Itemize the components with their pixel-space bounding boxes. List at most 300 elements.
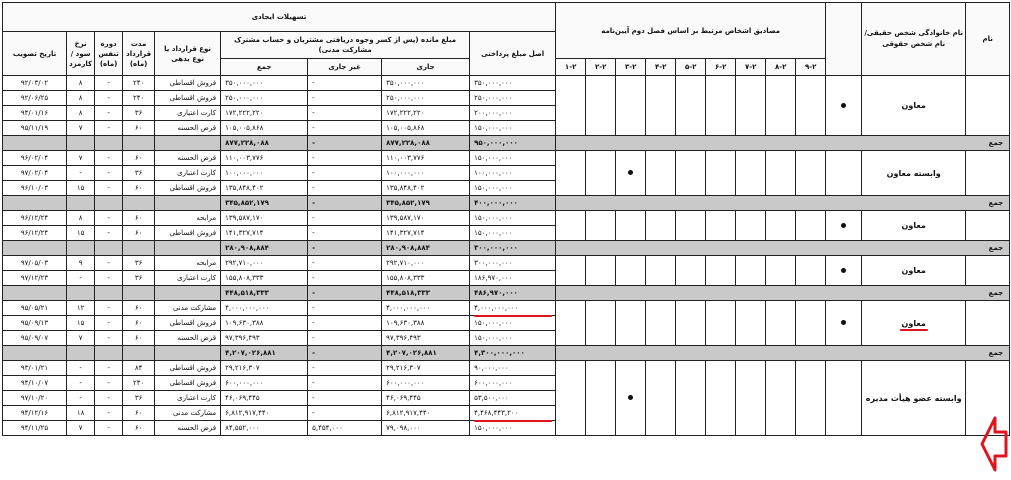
grace-period-cell: - bbox=[95, 331, 123, 346]
sum-total-cell: ۳۴۵,۸۵۲,۱۷۹ bbox=[221, 196, 308, 211]
sum-empty-cell bbox=[3, 346, 67, 361]
grace-period-cell: - bbox=[95, 421, 123, 436]
red-underline bbox=[474, 315, 552, 317]
grace-period-cell: - bbox=[95, 106, 123, 121]
non-current-cell: - bbox=[308, 121, 382, 136]
related-col-cell bbox=[706, 361, 736, 436]
principal-cell: ۳۰۰,۰۰۰,۰۰۰ bbox=[470, 256, 556, 271]
current-cell: ۲۹,۲۱۶,۳۰۷ bbox=[382, 361, 470, 376]
contract-period-cell: ۲۴۰ bbox=[123, 91, 155, 106]
current-header: جاری bbox=[382, 59, 470, 76]
person-name: وابسته عضو هیأت مدیره bbox=[862, 361, 966, 436]
contract-type-cell: قرض الحسنه bbox=[155, 421, 221, 436]
contract-period-cell: ۳۶ bbox=[123, 106, 155, 121]
principal-cell: ۹۰,۰۰۰,۰۰۰ bbox=[470, 361, 556, 376]
current-cell: ۷۹,۰۹۸,۰۰۰ bbox=[382, 421, 470, 436]
sum-empty-cell bbox=[155, 196, 221, 211]
sum-empty-cell bbox=[67, 346, 95, 361]
principal-cell: ۱۵۰,۰۰۰,۰۰۰ bbox=[470, 331, 556, 346]
total-cell: ۶,۸۱۲,۹۱۷,۴۴۰ bbox=[221, 406, 308, 421]
non-current-cell: - bbox=[308, 331, 382, 346]
rate-cell: ۸ bbox=[67, 76, 95, 91]
sum-empty-cell bbox=[95, 241, 123, 256]
grace-period-cell: - bbox=[95, 316, 123, 331]
current-cell: ۶۰۰,۰۰۰,۰۰۰ bbox=[382, 376, 470, 391]
table-row bbox=[3, 301, 1010, 316]
grace-period-cell: - bbox=[95, 166, 123, 181]
rate-cell: ۷ bbox=[67, 421, 95, 436]
total-cell: ۱۷۲,۲۲۲,۲۲۰ bbox=[221, 106, 308, 121]
contract-period-cell: ۶۰ bbox=[123, 211, 155, 226]
sum-empty-cell bbox=[3, 196, 67, 211]
non-current-cell: - bbox=[308, 391, 382, 406]
sum-empty-cell bbox=[123, 286, 155, 301]
total-cell: ۹۷,۳۹۶,۴۹۳ bbox=[221, 331, 308, 346]
approval-date-header: تاریخ تصویب bbox=[3, 32, 67, 76]
related-col-cell bbox=[706, 76, 736, 136]
principal-cell: ۱۰۰,۰۰۰,۰۰۰ bbox=[470, 166, 556, 181]
non-current-cell: - bbox=[308, 151, 382, 166]
rate-header: نرخ سود / کارمزد bbox=[67, 32, 95, 76]
person-name: معاون bbox=[862, 256, 966, 286]
related-col-cell bbox=[556, 361, 586, 436]
non-current-cell: - bbox=[308, 91, 382, 106]
table-body bbox=[3, 76, 1010, 436]
related-col-cell bbox=[586, 151, 616, 196]
approval-date-cell: ۹۲/۰۳/۰۲ bbox=[3, 76, 67, 91]
contract-period-cell: ۶۰ bbox=[123, 331, 155, 346]
related-col-cell bbox=[766, 76, 796, 136]
sum-principal-cell: ۹۵۰,۰۰۰,۰۰۰ bbox=[470, 136, 556, 151]
contract-period-cell: ۳۶ bbox=[123, 256, 155, 271]
current-cell: ۱۴۱,۳۲۷,۷۱۴ bbox=[382, 226, 470, 241]
total-cell: ۳۵۰,۰۰۰,۰۰۰ bbox=[221, 76, 308, 91]
sum-row bbox=[3, 136, 1010, 151]
contract-period-cell: ۶۰ bbox=[123, 181, 155, 196]
rate-cell: - bbox=[67, 271, 95, 286]
balance-group-header: مبلغ مانده (پس از کسر وجوه دریافتی مشتریان و حساب مشترک مشارکت مدنی) bbox=[221, 32, 470, 59]
non-current-cell: - bbox=[308, 226, 382, 241]
principal-cell: ۲۰۰,۰۰۰,۰۰۰ bbox=[470, 106, 556, 121]
contract-period-cell: ۶۰ bbox=[123, 121, 155, 136]
related-col-cell bbox=[736, 301, 766, 346]
total-header: جمع bbox=[221, 59, 308, 76]
total-cell: ۱۰۰,۰۰۰,۰۰۰ bbox=[221, 166, 308, 181]
principal-cell: ۴,۰۰۰,۰۰۰,۰۰۰ bbox=[470, 301, 556, 316]
rate-cell: ۱۵ bbox=[67, 316, 95, 331]
principal-cell: ۵۳,۵۰۰,۰۰۰ bbox=[470, 391, 556, 406]
non-current-cell: - bbox=[308, 256, 382, 271]
related-col-cell bbox=[736, 76, 766, 136]
sum-empty-cell bbox=[155, 136, 221, 151]
sum-principal-cell: ۳۰۰,۰۰۰,۰۰۰ bbox=[470, 241, 556, 256]
related-col-header: ۲-۲ bbox=[586, 59, 616, 76]
rate-cell: ۱۸ bbox=[67, 406, 95, 421]
rate-cell: ۸ bbox=[67, 211, 95, 226]
sum-empty-cell bbox=[155, 286, 221, 301]
related-col-cell bbox=[676, 256, 706, 286]
contract-type-cell: کارت اعتباری bbox=[155, 271, 221, 286]
non-current-cell: - bbox=[308, 406, 382, 421]
grace-period-cell: - bbox=[95, 211, 123, 226]
contract-type-cell: فروش اقساطی bbox=[155, 376, 221, 391]
related-col-cell bbox=[766, 301, 796, 346]
total-cell: ۸۴,۵۵۲,۰۰۰ bbox=[221, 421, 308, 436]
related-col-cell bbox=[766, 211, 796, 241]
total-cell: ۱۰۵,۰۰۵,۸۶۸ bbox=[221, 121, 308, 136]
name-cell bbox=[966, 76, 1010, 136]
related-col-cell bbox=[616, 151, 646, 196]
contract-period-cell: ۶۰ bbox=[123, 301, 155, 316]
related-col-cell bbox=[556, 301, 586, 346]
contract-type-cell: فروش اقساطی bbox=[155, 181, 221, 196]
sum-label: جمع bbox=[556, 241, 1010, 256]
related-col-cell bbox=[586, 301, 616, 346]
contract-type-cell: قرض الحسنه bbox=[155, 151, 221, 166]
principal-cell: ۱۵۰,۰۰۰,۰۰۰ bbox=[470, 421, 556, 436]
marker-cell bbox=[826, 301, 862, 346]
sum-current-cell: ۳۴۵,۸۵۲,۱۷۹ bbox=[382, 196, 470, 211]
contract-type-cell: مرابحه bbox=[155, 211, 221, 226]
related-col-header: ۵-۲ bbox=[676, 59, 706, 76]
contract-type-cell: فروش اقساطی bbox=[155, 361, 221, 376]
related-col-header: ۷-۲ bbox=[736, 59, 766, 76]
approval-date-cell: ۹۶/۱۰/۰۳ bbox=[3, 181, 67, 196]
sum-empty-cell bbox=[95, 196, 123, 211]
related-col-cell bbox=[736, 256, 766, 286]
contract-period-cell: ۳۶ bbox=[123, 391, 155, 406]
related-col-cell bbox=[676, 301, 706, 346]
family-name-header: نام خانوادگی شخص حقیقی/ نام شخص حقوقی bbox=[862, 3, 966, 76]
related-col-cell bbox=[586, 211, 616, 241]
current-cell: ۱۳۵,۸۴۸,۴۰۲ bbox=[382, 181, 470, 196]
bullet-mark bbox=[841, 223, 846, 228]
person-name: وابسته معاون bbox=[862, 151, 966, 196]
related-col-cell bbox=[676, 151, 706, 196]
sum-empty-cell bbox=[67, 196, 95, 211]
non-current-cell: - bbox=[308, 376, 382, 391]
sum-row bbox=[3, 346, 1010, 361]
total-cell: ۱۳۵,۸۴۸,۴۰۲ bbox=[221, 181, 308, 196]
non-current-cell: - bbox=[308, 211, 382, 226]
sum-label: جمع bbox=[556, 136, 1010, 151]
sum-empty-cell bbox=[3, 286, 67, 301]
related-col-cell bbox=[706, 211, 736, 241]
rate-cell: ۷ bbox=[67, 331, 95, 346]
grace-period-cell: - bbox=[95, 76, 123, 91]
related-col-cell bbox=[646, 256, 676, 286]
bullet-mark bbox=[628, 395, 633, 400]
sum-empty-cell bbox=[95, 286, 123, 301]
contract-period-cell: ۶۰ bbox=[123, 151, 155, 166]
related-col-cell bbox=[796, 301, 826, 346]
related-col-cell bbox=[796, 76, 826, 136]
related-col-cell bbox=[616, 301, 646, 346]
marker-cell bbox=[826, 76, 862, 136]
grace-period-cell: - bbox=[95, 181, 123, 196]
table-row bbox=[3, 211, 1010, 226]
sum-non-current-cell: - bbox=[308, 286, 382, 301]
sum-row bbox=[3, 241, 1010, 256]
table-row bbox=[3, 76, 1010, 91]
sum-empty-cell bbox=[155, 241, 221, 256]
total-cell: ۱۱۰,۰۰۳,۷۷۶ bbox=[221, 151, 308, 166]
contract-type-header: نوع قرارداد یا نوع بدهی bbox=[155, 32, 221, 76]
related-col-cell bbox=[646, 361, 676, 436]
approval-date-cell: ۹۴/۰۱/۱۶ bbox=[3, 106, 67, 121]
total-cell: ۲۵۰,۰۰۰,۰۰۰ bbox=[221, 91, 308, 106]
approval-date-cell: ۹۴/۱۰/۰۷ bbox=[3, 376, 67, 391]
related-col-cell bbox=[616, 76, 646, 136]
sum-non-current-cell: - bbox=[308, 196, 382, 211]
contract-type-cell: کارت اعتباری bbox=[155, 166, 221, 181]
approval-date-cell: ۹۷/۰۲/۰۴ bbox=[3, 166, 67, 181]
sum-empty-cell bbox=[123, 196, 155, 211]
contract-period-cell: ۸۴ bbox=[123, 361, 155, 376]
grace-period-cell: - bbox=[95, 121, 123, 136]
sum-row bbox=[3, 286, 1010, 301]
related-col-cell bbox=[586, 361, 616, 436]
related-col-cell bbox=[706, 151, 736, 196]
contract-type-cell: کارت اعتباری bbox=[155, 391, 221, 406]
bullet-mark bbox=[841, 103, 846, 108]
rate-cell: - bbox=[67, 361, 95, 376]
approval-date-cell: ۹۴/۱۲/۱۶ bbox=[3, 406, 67, 421]
related-col-cell bbox=[766, 151, 796, 196]
grace-period-cell: - bbox=[95, 376, 123, 391]
principal-cell: ۲۵۰,۰۰۰,۰۰۰ bbox=[470, 91, 556, 106]
person-name: معاون bbox=[862, 76, 966, 136]
total-cell: ۲۹۲,۷۱۰,۰۰۰ bbox=[221, 256, 308, 271]
related-col-cell bbox=[796, 151, 826, 196]
table-row bbox=[3, 151, 1010, 166]
sum-total-cell: ۴۴۸,۵۱۸,۳۳۳ bbox=[221, 286, 308, 301]
marker-cell bbox=[826, 151, 862, 196]
contract-type-cell: کارت اعتباری bbox=[155, 106, 221, 121]
rate-cell: - bbox=[67, 376, 95, 391]
name-header: نام bbox=[966, 3, 1010, 76]
sum-total-cell: ۴,۲۰۷,۰۲۶,۸۸۱ bbox=[221, 346, 308, 361]
related-col-cell bbox=[706, 256, 736, 286]
total-cell: ۴۶,۰۶۹,۴۴۵ bbox=[221, 391, 308, 406]
total-cell: ۴,۰۰۰,۰۰۰,۰۰۰ bbox=[221, 301, 308, 316]
non-current-cell: - bbox=[308, 316, 382, 331]
non-current-cell: - bbox=[308, 76, 382, 91]
approval-date-cell: ۹۷/۱۰/۲۰ bbox=[3, 391, 67, 406]
contract-period-cell: ۲۴۰ bbox=[123, 76, 155, 91]
rate-cell: ۱۲ bbox=[67, 301, 95, 316]
current-cell: ۱۷۲,۲۲۲,۲۲۰ bbox=[382, 106, 470, 121]
related-col-cell bbox=[736, 151, 766, 196]
contract-type-cell: فروش اقساطی bbox=[155, 316, 221, 331]
marker-cell bbox=[826, 361, 862, 436]
sum-row bbox=[3, 196, 1010, 211]
total-cell: ۲۹,۲۱۶,۳۰۷ bbox=[221, 361, 308, 376]
approval-date-cell: ۹۷/۱۲/۲۳ bbox=[3, 271, 67, 286]
sum-current-cell: ۴۴۸,۵۱۸,۳۳۳ bbox=[382, 286, 470, 301]
current-cell: ۱۰۵,۰۰۵,۸۶۸ bbox=[382, 121, 470, 136]
contract-type-cell: قرض الحسنه bbox=[155, 121, 221, 136]
non-current-cell: - bbox=[308, 166, 382, 181]
grace-period-header: دوره تنفس (ماه) bbox=[95, 32, 123, 76]
contract-period-cell: ۶۰ bbox=[123, 406, 155, 421]
contract-type-cell: مرابحه bbox=[155, 256, 221, 271]
approval-date-cell: ۹۷/۰۵/۰۳ bbox=[3, 256, 67, 271]
facilities-sheet bbox=[2, 2, 1009, 478]
current-cell: ۳۵۰,۰۰۰,۰۰۰ bbox=[382, 76, 470, 91]
total-cell: ۱۵۵,۸۰۸,۳۳۳ bbox=[221, 271, 308, 286]
related-col-cell bbox=[796, 211, 826, 241]
related-col-cell bbox=[646, 151, 676, 196]
non-current-cell: - bbox=[308, 301, 382, 316]
related-col-cell bbox=[586, 256, 616, 286]
sum-empty-cell bbox=[155, 346, 221, 361]
sum-non-current-cell: - bbox=[308, 346, 382, 361]
current-cell: ۲۵۰,۰۰۰,۰۰۰ bbox=[382, 91, 470, 106]
principal-cell: ۱۵۰,۰۰۰,۰۰۰ bbox=[470, 316, 556, 331]
contract-period-cell: ۳۶ bbox=[123, 166, 155, 181]
grace-period-cell: - bbox=[95, 151, 123, 166]
related-col-cell bbox=[556, 211, 586, 241]
contract-period-cell: ۲۴۰ bbox=[123, 376, 155, 391]
rate-cell: ۷ bbox=[67, 151, 95, 166]
related-col-cell bbox=[706, 301, 736, 346]
related-col-cell bbox=[676, 211, 706, 241]
sum-current-cell: ۲۸۰,۹۰۸,۸۸۴ bbox=[382, 241, 470, 256]
name-cell bbox=[966, 256, 1010, 286]
non-current-cell: - bbox=[308, 181, 382, 196]
non-current-cell: ۵,۴۵۴,۰۰۰ bbox=[308, 421, 382, 436]
related-parties-table bbox=[2, 2, 1010, 436]
related-col-cell bbox=[616, 361, 646, 436]
current-cell: ۲۹۲,۷۱۰,۰۰۰ bbox=[382, 256, 470, 271]
contract-period-cell: ۶۰ bbox=[123, 226, 155, 241]
red-arrow-annotation bbox=[979, 412, 1009, 476]
contract-period-header: مدت قرارداد (ماه) bbox=[123, 32, 155, 76]
marker-cell bbox=[826, 211, 862, 241]
bullet-mark bbox=[841, 320, 846, 325]
non-current-cell: - bbox=[308, 106, 382, 121]
sum-label: جمع bbox=[556, 286, 1010, 301]
related-col-cell bbox=[766, 361, 796, 436]
current-cell: ۱۵۵,۸۰۸,۳۳۳ bbox=[382, 271, 470, 286]
current-cell: ۱۰۹,۶۳۰,۳۸۸ bbox=[382, 316, 470, 331]
related-col-cell bbox=[646, 76, 676, 136]
related-col-cell bbox=[556, 76, 586, 136]
principal-cell: ۱۸۶,۹۷۰,۰۰۰ bbox=[470, 271, 556, 286]
sum-principal-cell: ۴,۳۰۰,۰۰۰,۰۰۰ bbox=[470, 346, 556, 361]
principal-cell: ۱۵۰,۰۰۰,۰۰۰ bbox=[470, 181, 556, 196]
sum-principal-cell: ۴۰۰,۰۰۰,۰۰۰ bbox=[470, 196, 556, 211]
contract-period-cell: ۶۰ bbox=[123, 421, 155, 436]
sum-total-cell: ۸۷۷,۲۲۸,۰۸۸ bbox=[221, 136, 308, 151]
approval-date-cell: ۹۵/۰۹/۰۷ bbox=[3, 331, 67, 346]
table-row bbox=[3, 256, 1010, 271]
related-col-cell bbox=[616, 211, 646, 241]
sum-empty-cell bbox=[123, 136, 155, 151]
sum-empty-cell bbox=[95, 136, 123, 151]
sum-empty-cell bbox=[123, 346, 155, 361]
red-underline bbox=[474, 420, 552, 422]
grace-period-cell: - bbox=[95, 301, 123, 316]
rate-cell: ۸ bbox=[67, 91, 95, 106]
related-col-cell bbox=[586, 76, 616, 136]
contract-period-cell: ۶۰ bbox=[123, 316, 155, 331]
sum-total-cell: ۲۸۰,۹۰۸,۸۸۴ bbox=[221, 241, 308, 256]
sum-empty-cell bbox=[95, 346, 123, 361]
contract-type-cell: فروش اقساطی bbox=[155, 76, 221, 91]
related-col-header: ۶-۲ bbox=[706, 59, 736, 76]
related-col-header: ۹-۲ bbox=[796, 59, 826, 76]
bullet-mark bbox=[841, 268, 846, 273]
grace-period-cell: - bbox=[95, 361, 123, 376]
principal-cell: ۱۵۰,۰۰۰,۰۰۰ bbox=[470, 151, 556, 166]
rate-cell: ۷ bbox=[67, 121, 95, 136]
principal-header: اصل مبلغ پرداختی bbox=[470, 32, 556, 76]
sum-non-current-cell: - bbox=[308, 241, 382, 256]
facilities-group-header: تسهیلات ایجادی bbox=[3, 3, 556, 32]
approval-date-cell: ۹۵/۰۵/۲۱ bbox=[3, 301, 67, 316]
principal-cell: ۶۰۰,۰۰۰,۰۰۰ bbox=[470, 376, 556, 391]
related-col-cell bbox=[556, 151, 586, 196]
related-col-cell bbox=[616, 256, 646, 286]
total-cell: ۱۳۹,۵۸۷,۱۷۰ bbox=[221, 211, 308, 226]
current-cell: ۴۶,۰۶۹,۴۴۵ bbox=[382, 391, 470, 406]
sum-label: جمع bbox=[556, 196, 1010, 211]
name-cell bbox=[966, 151, 1010, 196]
total-cell: ۱۰۹,۶۳۰,۳۸۸ bbox=[221, 316, 308, 331]
sum-empty-cell bbox=[67, 286, 95, 301]
approval-date-cell: ۹۶/۱۲/۲۴ bbox=[3, 226, 67, 241]
principal-cell: ۱۵۰,۰۰۰,۰۰۰ bbox=[470, 226, 556, 241]
related-col-header: ۳-۲ bbox=[616, 59, 646, 76]
principal-cell: ۳۵۰,۰۰۰,۰۰۰ bbox=[470, 76, 556, 91]
grace-period-cell: - bbox=[95, 226, 123, 241]
rate-cell: - bbox=[67, 391, 95, 406]
red-underline-name bbox=[900, 329, 928, 331]
grace-period-cell: - bbox=[95, 391, 123, 406]
sum-label: جمع bbox=[556, 346, 1010, 361]
related-col-cell bbox=[736, 211, 766, 241]
related-col-header: ۸-۲ bbox=[766, 59, 796, 76]
sum-current-cell: ۴,۲۰۷,۰۲۶,۸۸۱ bbox=[382, 346, 470, 361]
approval-date-cell: ۹۵/۰۹/۱۳ bbox=[3, 316, 67, 331]
approval-date-cell: ۹۳/۰۱/۲۱ bbox=[3, 361, 67, 376]
rate-cell: ۱۵ bbox=[67, 226, 95, 241]
related-col-header: ۱-۲ bbox=[556, 59, 586, 76]
related-group-header: مصادیق اشخاص مرتبط بر اساس فصل دوم آیین‌نامه bbox=[556, 3, 826, 59]
sum-empty-cell bbox=[123, 241, 155, 256]
approval-date-cell: ۹۵/۱۱/۱۹ bbox=[3, 121, 67, 136]
sum-empty-cell bbox=[3, 241, 67, 256]
grace-period-cell: - bbox=[95, 406, 123, 421]
current-cell: ۴,۰۰۰,۰۰۰,۰۰۰ bbox=[382, 301, 470, 316]
sum-empty-cell bbox=[67, 241, 95, 256]
related-col-cell bbox=[646, 301, 676, 346]
related-col-cell bbox=[736, 361, 766, 436]
total-cell: ۱۴۱,۳۲۷,۷۱۴ bbox=[221, 226, 308, 241]
approval-date-cell: ۹۶/۱۲/۲۴ bbox=[3, 211, 67, 226]
total-cell: ۶۰۰,۰۰۰,۰۰۰ bbox=[221, 376, 308, 391]
current-cell: ۹۷,۳۹۶,۴۹۳ bbox=[382, 331, 470, 346]
related-col-cell bbox=[676, 76, 706, 136]
grace-period-cell: - bbox=[95, 271, 123, 286]
contract-type-cell: قرض الحسنه bbox=[155, 331, 221, 346]
contract-type-cell: مشارکت مدنی bbox=[155, 406, 221, 421]
current-cell: ۶,۸۱۲,۹۱۷,۴۴۰ bbox=[382, 406, 470, 421]
contract-type-cell: مشارکت مدنی bbox=[155, 301, 221, 316]
rate-cell: ۱۵ bbox=[67, 181, 95, 196]
